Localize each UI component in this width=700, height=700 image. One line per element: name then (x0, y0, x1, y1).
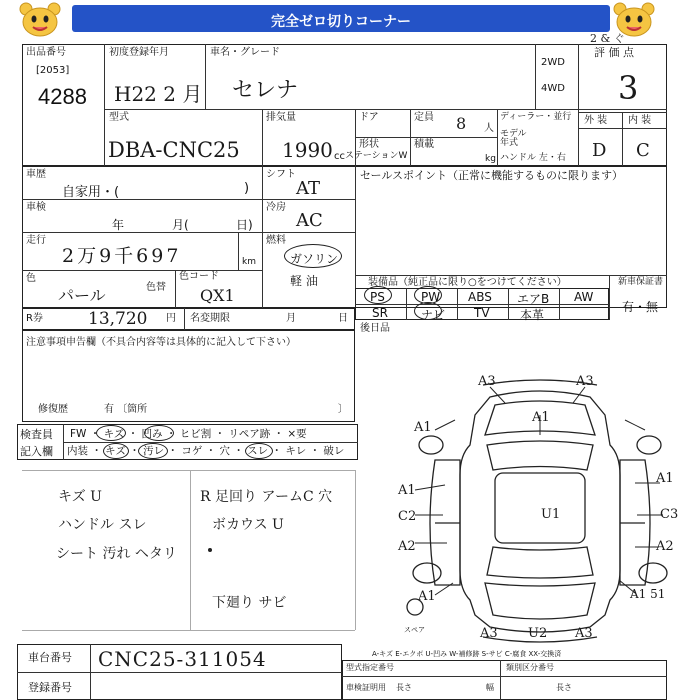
mileage-value: 2万9千697 (62, 245, 182, 267)
capacity-unit: 人 (484, 123, 494, 134)
dealer-label: ディーラー・並行 (500, 112, 572, 122)
equip-leather: 本革 (520, 308, 545, 322)
usage-close: ) (244, 181, 250, 196)
mark-u2: U2 (528, 626, 548, 641)
registration-label: 初度登録年月 (109, 47, 169, 58)
shape-label: 形状 (359, 139, 379, 150)
mark-a1-center-top: A1 (532, 410, 550, 425)
name-change-label: 名変期限 (190, 313, 230, 324)
mark-circle (103, 443, 129, 459)
mark-u1: U1 (541, 507, 561, 522)
reg-number-label: 登録番号 (28, 681, 72, 694)
chassis-value: CNC25-311054 (98, 647, 267, 671)
mileage-unit: km (242, 257, 256, 267)
grade-value: 3 (618, 69, 639, 107)
mark-a2-left: A2 (398, 539, 416, 554)
name-change-month: 月 (286, 313, 296, 324)
body-type: ステーションW (345, 151, 408, 161)
navi-circle (414, 302, 442, 320)
r-coupon-label: R券 (26, 313, 43, 324)
mark-a1-left: A1 (398, 483, 416, 498)
mark-a1-upper-left: A1 (414, 420, 432, 435)
color-code-value: QX1 (200, 286, 235, 305)
mark-c3: C3 (660, 507, 679, 522)
equip-pw: PW (421, 290, 441, 304)
lot-sub-number: [2053] (36, 65, 70, 76)
mark-a3-bottom-right: A3 (575, 626, 593, 641)
handle-label: ハンドル 左・右 (500, 153, 566, 163)
equip-airbag: エアB (517, 292, 550, 306)
ps-circle (364, 286, 392, 304)
inspection-label: 車検 (26, 202, 46, 213)
sales-points-label: セールスポイント（正常に機能するものに限ります） (360, 169, 624, 182)
mark-circle (138, 443, 168, 459)
fuel-gasoline: ガソリン (290, 252, 339, 266)
r-coupon-row (22, 308, 355, 330)
mileage-label: 走行 (26, 235, 46, 246)
inspector-row-2: 内装 ・ キズ ・ 汚レ ・ コゲ ・ 穴 ・ スレ ・ キレ ・ 破レ (67, 445, 345, 457)
equip-navi: ナビ (421, 308, 446, 322)
inspection-month: 月( (172, 218, 189, 232)
ac-value: AC (296, 210, 323, 231)
displacement-unit: cc (334, 151, 345, 162)
displacement-value: 1990 (282, 138, 333, 162)
lot-label: 出品番号 (26, 47, 66, 58)
type-designation-label: 型式指定番号 (346, 663, 394, 672)
mark-circle (144, 425, 174, 441)
length-label-2: 長さ (556, 683, 572, 692)
shift-value: AT (296, 178, 321, 199)
doors-label: ドア (359, 112, 379, 123)
grade-exterior-label: 外 装 (584, 115, 608, 126)
grade-label: 評 価 点 (594, 46, 634, 59)
equip-abs: ABS (468, 290, 492, 304)
repair-close: 〕 (338, 404, 348, 415)
r-coupon-value: 13,720 (88, 309, 148, 329)
fuel-label: 燃料 (266, 235, 286, 246)
grade-interior-label: 内 装 (628, 115, 652, 126)
mark-circle (96, 425, 126, 441)
inspector-label-1: 検査員 (20, 428, 53, 441)
mark-a2-right: A2 (656, 539, 674, 554)
legend: A-キズ E-エクボ U-凹み W-補修跡 S-サビ C-腐食 XX-交換済 (372, 650, 562, 658)
displacement-label: 排気量 (266, 112, 296, 123)
mark-circle (245, 443, 273, 459)
grade-exterior: D (592, 140, 607, 161)
color-change-label: 色替 (146, 282, 166, 293)
mark-a3-top-right: A3 (576, 374, 594, 389)
note-right-2: ボカウス U (212, 517, 284, 533)
mark-a3-top-left: A3 (478, 374, 496, 389)
equip-sr: SR (372, 306, 388, 320)
equipment-label: 装備品（純正品に限り○をつけてください） (368, 277, 567, 288)
note-right-3: 下廻り サビ (212, 595, 287, 611)
note-left-3: シート 汚れ ヘタリ (56, 546, 177, 562)
mark-c2: C2 (398, 509, 417, 524)
color-value: パール (58, 286, 106, 305)
shift-label: シフト (266, 169, 296, 180)
dot (208, 548, 212, 552)
color-code-label: 色コード (179, 271, 219, 282)
color-label: 色 (26, 273, 36, 284)
drive-4wd: 4WD (541, 83, 565, 94)
mascot-icon (18, 2, 62, 38)
grade-interior: C (636, 140, 650, 161)
equip-aw: AW (574, 290, 594, 304)
usage-label: 車歴 (26, 169, 46, 180)
warranty-value: 有・無 (622, 300, 659, 314)
width-label: 幅 (486, 683, 494, 692)
loading-label: 積載 (414, 139, 434, 150)
note-left-1: キズ U (58, 489, 102, 505)
r-coupon-unit: 円 (166, 313, 176, 324)
capacity-value: 8 (456, 114, 467, 133)
notes-label: 注意事項申告欄（不具合内容等は具体的に記入して下さい） (26, 337, 296, 348)
loading-unit: kg (485, 154, 496, 164)
name-change-day: 日 (338, 313, 348, 324)
fuel-diesel: 軽 油 (290, 274, 318, 288)
drive-2wd: 2WD (541, 57, 565, 68)
page-title: 完全ゼロ切りコーナー (271, 14, 411, 30)
top-right-scrawl: 2 & ぐ (590, 32, 625, 45)
model-name-label: 車名・グレード (210, 47, 280, 58)
note-right-1: R 足回り アームC 穴 (200, 489, 333, 505)
registration-value: H22 2 月 (114, 82, 203, 106)
equip-ps: PS (370, 290, 385, 304)
gasoline-circle (284, 244, 342, 268)
inspection-year: 年 (112, 218, 125, 232)
cert-label: 車検証明用 (346, 683, 386, 692)
repair-value: 有 〔箇所 (104, 404, 148, 415)
type-value: DBA-CNC25 (108, 138, 240, 162)
mark-a1-right: A1 (656, 471, 674, 486)
repair-label: 修復歴 (38, 404, 68, 415)
back-seat-label: 後日品 (360, 323, 390, 334)
usage-value: 自家用・( (62, 185, 120, 200)
mark-a1-lower-right: A1 51 (630, 587, 666, 601)
note-left-2: ハンドル スレ (58, 517, 147, 533)
type-label: 型式 (109, 112, 129, 123)
mark-a3-bottom-left: A3 (480, 626, 498, 641)
mark-a1-lower-left: A1 (418, 589, 436, 604)
lot-number: 4288 (38, 84, 87, 109)
inspector-label-2: 記入欄 (20, 445, 53, 458)
model-year-label: モデル 年式 (500, 129, 527, 148)
spare-label: スペア (404, 626, 425, 634)
class-number-label: 類別区分番号 (506, 663, 554, 672)
capacity-label: 定員 (414, 112, 434, 123)
warranty-label: 新車保証書 (618, 277, 664, 287)
length-label-1: 長さ (396, 683, 412, 692)
ac-label: 冷房 (266, 202, 286, 213)
chassis-label: 車台番号 (28, 651, 72, 664)
inspection-day: 日) (236, 218, 253, 232)
equip-tv: TV (474, 306, 490, 320)
inspector-row-1: FW ・ キズ ・ 凹み ・ ヒビ割 ・ リペア跡 ・ ×要 (70, 428, 307, 440)
header-banner (72, 5, 610, 32)
model-name-value: セレナ (232, 78, 299, 103)
